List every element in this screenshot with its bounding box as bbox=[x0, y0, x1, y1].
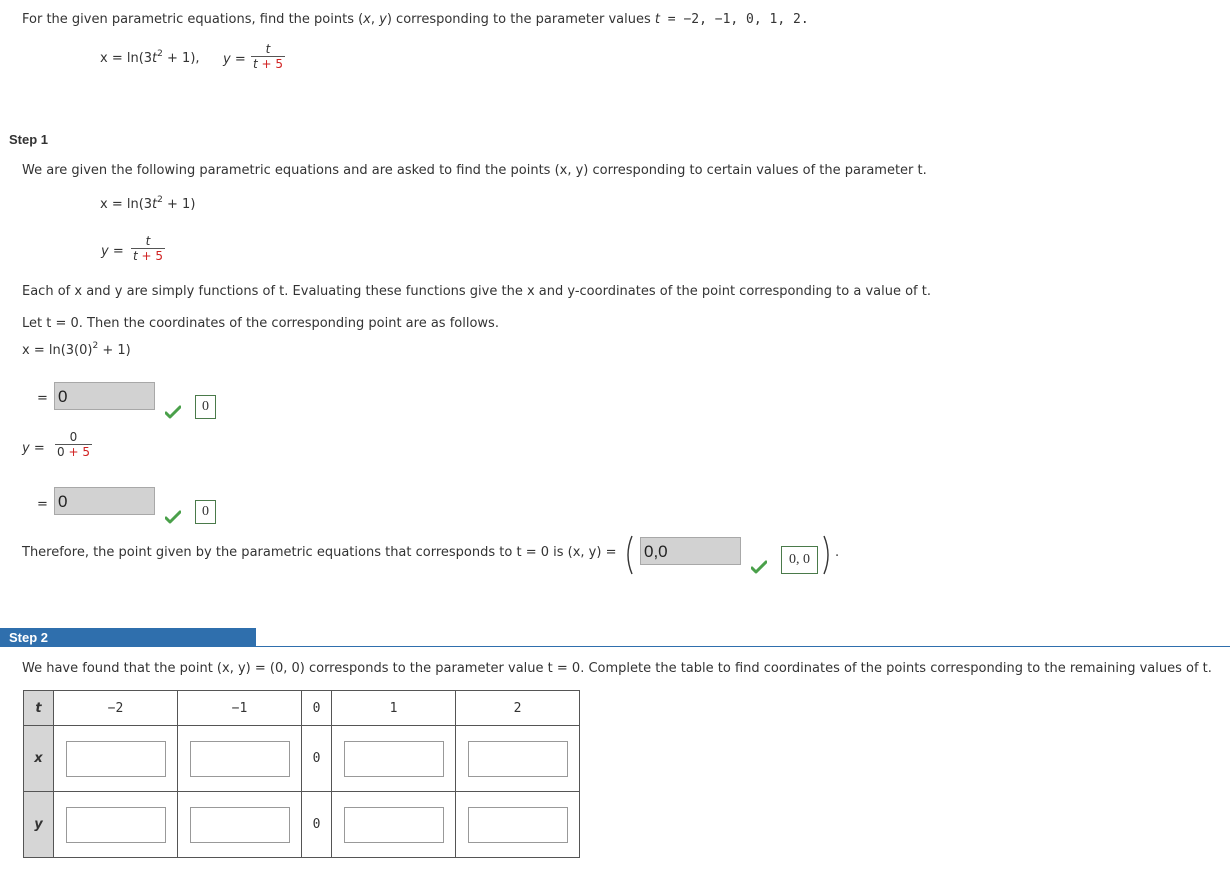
x-header: x bbox=[24, 726, 54, 792]
open-paren bbox=[622, 534, 634, 576]
y-cell bbox=[54, 792, 178, 858]
period: . bbox=[835, 545, 840, 560]
x-equals-sign: = bbox=[37, 391, 48, 406]
y-zero-cell: 0 bbox=[302, 792, 332, 858]
step2-label: Step 2 bbox=[9, 630, 49, 645]
x-cell bbox=[54, 726, 178, 792]
t-value-cell: 1 bbox=[332, 691, 456, 726]
x-input[interactable] bbox=[344, 741, 444, 777]
y-cell bbox=[178, 792, 302, 858]
step1-y-eval-label: y = bbox=[22, 441, 45, 456]
check-icon bbox=[751, 560, 767, 574]
t-value-cell: 2 bbox=[456, 691, 580, 726]
check-icon bbox=[165, 405, 181, 419]
y-answer-key: 0 bbox=[195, 500, 216, 524]
x-answer-input[interactable]: 0 bbox=[54, 382, 155, 410]
point-answer-key: 0, 0 bbox=[781, 546, 818, 574]
step1-x-eval: $x = \ln(3(0)^2 + 1)$ bbox=[22, 341, 131, 358]
x-answer-key: 0 bbox=[195, 395, 216, 419]
step1-eq-x: $x = \ln(3t^2 + 1)$ bbox=[100, 195, 196, 212]
step1-eq-y-fraction: $\frac{t}{t + 5}$ bbox=[133, 234, 164, 263]
values-table bbox=[23, 690, 580, 858]
step1-y-eval-fraction: $\frac{0}{0 + 5}$ bbox=[57, 430, 90, 459]
y-input[interactable] bbox=[468, 807, 568, 843]
step1-label: Step 1 bbox=[9, 132, 49, 147]
y-header: y bbox=[24, 792, 54, 858]
check-icon bbox=[165, 510, 181, 524]
x-input[interactable] bbox=[66, 741, 166, 777]
y-answer-input[interactable]: 0 bbox=[54, 487, 155, 515]
x-cell bbox=[456, 726, 580, 792]
x-cell bbox=[178, 726, 302, 792]
x-cell bbox=[332, 726, 456, 792]
t-value-cell: −2 bbox=[54, 691, 178, 726]
step1-intro: We are given the following parametric equations and are asked to find the points (x, y) corresponding to certain values of the parameter t. bbox=[22, 163, 927, 178]
problem-statement: For the given parametric equations, find the points (x, y) corresponding to the parameter values t = −2, −1, 0, 1, 2. bbox=[22, 12, 809, 27]
step1-eq-y-label: y = bbox=[101, 244, 124, 259]
step2-intro: We have found that the point (x, y) = (0, 0) corresponds to the parameter value t = 0. Complete the table to find coordinates of the points corresponding to the remaining values of t. bbox=[22, 661, 1212, 676]
point-answer-input[interactable]: 0,0 bbox=[640, 537, 741, 565]
problem-eq-x: $x = \ln(3t^2 + 1)$, bbox=[100, 49, 200, 66]
y-equals-sign: = bbox=[37, 497, 48, 512]
t-value-cell: −1 bbox=[178, 691, 302, 726]
y-cell bbox=[332, 792, 456, 858]
step1-explain: Each of x and y are simply functions of t. Evaluating these functions give the x and y-coordinates of the point corresponding to a value of t. bbox=[22, 284, 931, 299]
problem-eq-y-fraction: $\frac{t}{t + 5}$ bbox=[253, 42, 284, 71]
step1-therefore: Therefore, the point given by the parametric equations that corresponds to t = 0 is (x, y) = bbox=[22, 545, 617, 560]
step1-let: Let t = 0. Then the coordinates of the corresponding point are as follows. bbox=[22, 316, 499, 331]
y-input[interactable] bbox=[66, 807, 166, 843]
x-input[interactable] bbox=[468, 741, 568, 777]
t-header: t bbox=[24, 691, 54, 726]
step2-divider bbox=[256, 646, 1230, 647]
y-cell bbox=[456, 792, 580, 858]
x-input[interactable] bbox=[190, 741, 290, 777]
x-zero-cell: 0 bbox=[302, 726, 332, 792]
y-input[interactable] bbox=[190, 807, 290, 843]
close-paren bbox=[822, 534, 834, 576]
t-value-cell: 0 bbox=[302, 691, 332, 726]
y-input[interactable] bbox=[344, 807, 444, 843]
problem-eq-y-label: y = bbox=[223, 52, 246, 67]
